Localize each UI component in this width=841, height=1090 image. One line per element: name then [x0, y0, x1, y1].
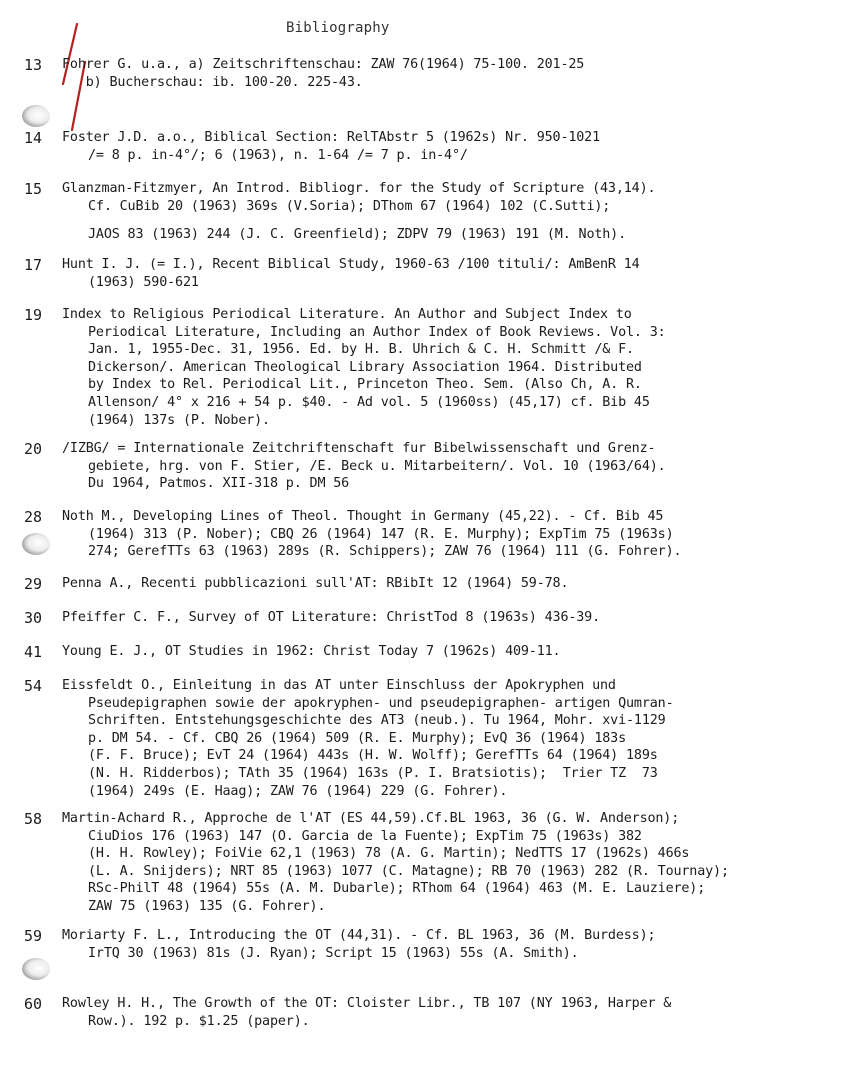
entry-number: 17 [24, 256, 43, 274]
entry-line: Martin-Achard R., Approche de l'AT (ES 44,59).Cf.BL 1963, 36 (G. W. Anderson); [62, 811, 680, 826]
entry-line: Jan. 1, 1955-Dec. 31, 1956. Ed. by H. B. Uhrich & C. H. Schmitt /& F. [88, 342, 634, 358]
entry-line: /IZBG/ = Internationale Zeitchriftenschaft fur Bibelwissenschaft und Grenz- [62, 441, 656, 456]
entry-line: p. DM 54. - Cf. CBQ 26 (1964) 509 (R. E. Murphy); EvQ 36 (1964) 183s [88, 730, 627, 746]
entry-line: b) Bucherschau: ib. 100-20. 225-43. [62, 74, 363, 90]
entry-number: 59 [24, 927, 43, 945]
entry-line: Allenson/ 4° x 216 + 54 p. $40. - Ad vol. 5 (1960ss) (45,17) cf. Bib 45 [88, 394, 650, 410]
entry-line: Penna A., Recenti pubblicazioni sull'AT: RBibIt 12 (1964) 59-78. [62, 576, 569, 591]
entry-line: by Index to Rel. Periodical Lit., Princeton Theo. Sem. (Also Ch, A. R. [88, 377, 642, 393]
entry-line: (N. H. Ridderbos); TAth 35 (1964) 163s (P. I. Bratsiotis); Trier TZ 73 [88, 765, 658, 781]
entry-line: Schriften. Entstehungsgeschichte des AT3 (neub.). Tu 1964, Mohr. xvi-1129 [88, 713, 666, 729]
entry-line: ZAW 75 (1963) 135 (G. Fohrer). [88, 898, 326, 914]
entry-number: 29 [24, 575, 43, 593]
entry-line: (1964) 313 (P. Nober); CBQ 26 (1964) 147 (R. E. Murphy); ExpTim 75 (1963s) [88, 526, 674, 542]
entry-line: (L. A. Snijders); NRT 85 (1963) 1077 (C. Matagne); RB 70 (1963) 282 (R. Tournay); [88, 863, 729, 879]
entry-line: IrTQ 30 (1963) 81s (J. Ryan); Script 15 (1963) 55s (A. Smith). [88, 945, 579, 961]
entry-line: Moriarty F. L., Introducing the OT (44,31). - Cf. BL 1963, 36 (M. Burdess); [62, 928, 656, 943]
entry-number: 19 [24, 306, 43, 324]
entry-line: Rowley H. H., The Growth of the OT: Cloister Libr., TB 107 (NY 1963, Harper & [62, 996, 672, 1011]
entry-line: Cf. CuBib 20 (1963) 369s (V.Soria); DThom 67 (1964) 102 (C.Sutti); [88, 198, 611, 214]
entry-line: Index to Religious Periodical Literature. An Author and Subject Index to [62, 307, 632, 322]
entry-line: /= 8 p. in-4°/; 6 (1963), n. 1-64 /= 7 p. in-4°/ [88, 147, 468, 163]
entry-number: 58 [24, 810, 43, 828]
entry-line: (1964) 137s (P. Nober). [88, 412, 270, 428]
entry-line: (1964) 249s (E. Haag); ZAW 76 (1964) 229 (G. Fohrer). [88, 783, 508, 799]
entry-line: JAOS 83 (1963) 244 (J. C. Greenfield); ZDPV 79 (1963) 191 (M. Noth). [88, 227, 627, 243]
punch-hole-top [22, 105, 50, 127]
entry-line: CiuDios 176 (1963) 147 (O. Garcia de la Fuente); ExpTim 75 (1963s) 382 [88, 828, 642, 844]
entry-line [62, 215, 831, 226]
punch-hole-bottom [22, 958, 50, 980]
entry-line: Dickerson/. American Theological Library Association 1964. Distributed [88, 359, 642, 375]
entry-line: Du 1964, Patmos. XII-318 p. DM 56 [88, 476, 350, 492]
entry-number: 14 [24, 129, 43, 147]
entry-line: Fohrer G. u.a., a) Zeitschriftenschau: ZAW 76(1964) 75-100. 201-25 [62, 57, 585, 72]
punch-hole-middle [22, 533, 50, 555]
entry-line: (H. H. Rowley); FoiVie 62,1 (1963) 78 (A. G. Martin); NedTTS 17 (1962s) 466s [88, 846, 690, 862]
entry-number: 28 [24, 508, 43, 526]
entry-number: 41 [24, 643, 43, 661]
entry-line: Foster J.D. a.o., Biblical Section: RelTAbstr 5 (1962s) Nr. 950-1021 [62, 130, 601, 145]
entry-number: 54 [24, 677, 43, 695]
entry-line: (F. F. Bruce); EvT 24 (1964) 443s (H. W. Wolff); GerefTTs 64 (1964) 189s [88, 748, 658, 764]
entry-number: 20 [24, 440, 43, 458]
entry-line: Glanzman-Fitzmyer, An Introd. Bibliogr. for the Study of Scripture (43,14). [62, 181, 656, 196]
entry-line: Eissfeldt O., Einleitung in das AT unter Einschluss der Apokryphen und [62, 678, 616, 693]
entry-line: RSc-PhilT 48 (1964) 55s (A. M. Dubarle); RThom 64 (1964) 463 (M. E. Lauziere); [88, 881, 706, 897]
entry-line: gebiete, hrg. von F. Stier, /E. Beck u. Mitarbeitern/. Vol. 10 (1963/64). [88, 458, 666, 474]
entry-line: Row.). 192 p. $1.25 (paper). [88, 1013, 310, 1029]
entry-number: 15 [24, 180, 43, 198]
entry-line: Pfeiffer C. F., Survey of OT Literature: ChristTod 8 (1963s) 436-39. [62, 610, 601, 625]
entry-number: 60 [24, 995, 43, 1013]
entry-line: Hunt I. J. (= I.), Recent Biblical Study, 1960-63 /100 tituli/: AmBenR 14 [62, 257, 640, 272]
entry-line: Young E. J., OT Studies in 1962: Christ Today 7 (1962s) 409-11. [62, 644, 561, 659]
entry-number: 13 [24, 56, 43, 74]
entry-line: Pseudepigraphen sowie der apokryphen- und pseudepigraphen- artigen Qumran- [88, 695, 674, 711]
entry-number: 30 [24, 609, 43, 627]
entry-line: 274; GerefTTs 63 (1963) 289s (R. Schippers); ZAW 76 (1964) 111 (G. Fohrer). [88, 544, 682, 560]
page-title: Bibliography [286, 20, 390, 36]
entry-line: (1963) 590-621 [88, 274, 199, 290]
entry-line: Periodical Literature, Including an Author Index of Book Reviews. Vol. 3: [88, 324, 666, 340]
entry-line: Noth M., Developing Lines of Theol. Thought in Germany (45,22). - Cf. Bib 45 [62, 509, 664, 524]
